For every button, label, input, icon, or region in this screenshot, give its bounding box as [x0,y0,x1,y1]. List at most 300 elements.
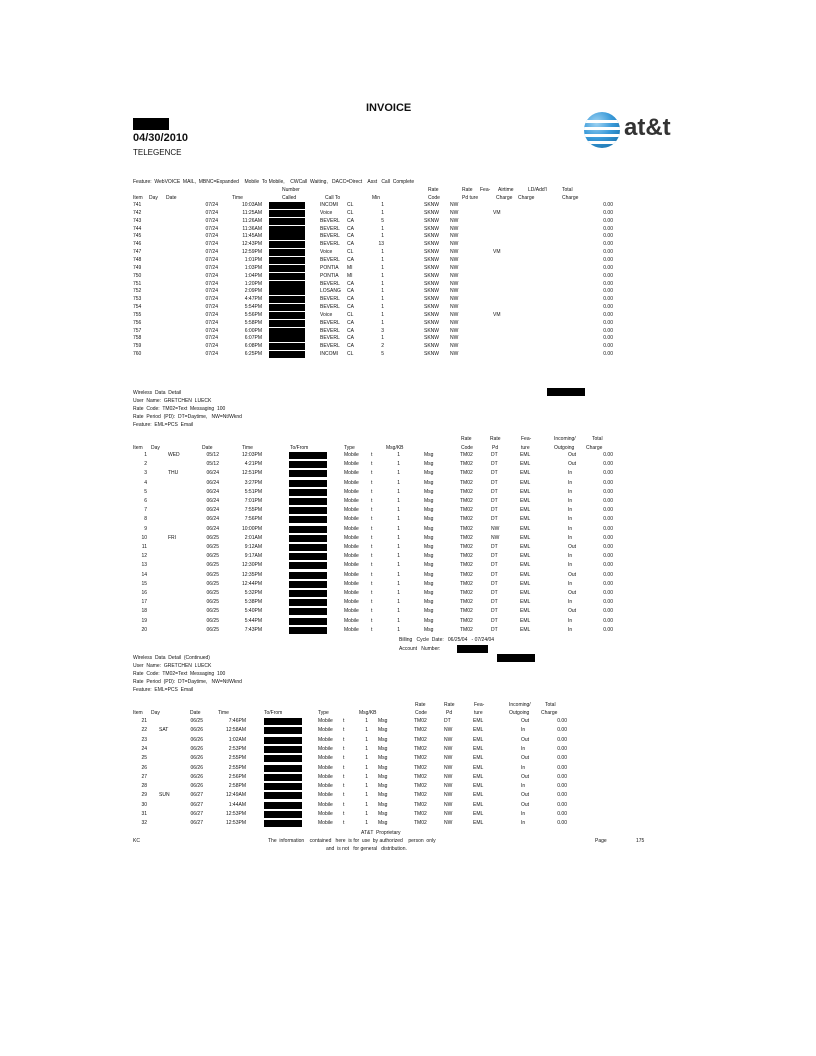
msg-count: 1 [365,718,368,724]
min-cell: 1 [381,296,384,302]
min-cell: 1 [381,288,384,294]
col-header: Outgoing [554,445,575,451]
date-cell: 07/24 [205,304,218,310]
section3-feature: Feature: EML=PCS Email [133,687,194,693]
redaction-bar [289,572,327,579]
item-cell: 20 [141,627,147,633]
rate-pd: NW [450,202,459,208]
redaction-bar [289,544,327,551]
min-cell: 1 [381,273,384,279]
msg-unit: Msg [424,544,434,550]
time-cell: 11:45AM [242,233,262,239]
rate-code: SKNW [424,249,439,255]
time-cell: 12:43PM [241,241,262,247]
total-charge: 0.00 [557,737,567,743]
total-charge: 0.00 [603,343,613,349]
total-charge: 0.00 [603,328,613,334]
feature-cell: EML [473,802,484,808]
time-cell: 1:04PM [244,273,262,279]
rate-code: TM02 [414,802,427,808]
call-to-city: BEVERL [320,343,340,349]
col-header: Item [133,195,143,201]
msg-unit: Msg [424,516,434,522]
rate-pd: DT [491,599,498,605]
rate-pd: NW [450,218,459,224]
type-cell: Mobile [318,802,333,808]
msg-count: 1 [397,526,400,532]
direction-cell: Out [521,718,530,724]
type-suffix: t [371,562,373,568]
rate-code: TM02 [414,820,427,826]
time-cell: 7:46PM [228,718,246,724]
date-cell: 06/25 [206,581,219,587]
type-cell: Mobile [344,489,359,495]
item-cell: 31 [141,811,147,817]
feature-cell: VM [493,312,501,318]
feature-cell: EML [520,452,531,458]
col-header: Min [372,195,381,201]
direction-cell: Out [568,452,577,458]
direction-cell: Out [521,737,530,743]
rate-code: SKNW [424,218,439,224]
rate-code: TM02 [460,489,473,495]
col-header: Charge [562,195,579,201]
account-number-label: Account Number: [399,646,441,652]
call-to-city: INCOMI [320,351,339,357]
redaction-bar [289,489,327,496]
item-cell: 5 [144,489,147,495]
direction-cell: Out [568,461,577,467]
col-header: Item [133,445,143,451]
redaction-bar [264,792,302,799]
direction-cell: Out [568,572,577,578]
redaction-bar [269,281,305,288]
redaction-bar [264,820,302,827]
rate-pd: NW [444,802,453,808]
redaction-bar [289,516,327,523]
redaction-bar [289,590,327,597]
date-cell: 06/24 [206,526,219,532]
date-cell: 06/25 [190,718,203,724]
call-to-state: CA [347,296,354,302]
rate-code: TM02 [460,581,473,587]
total-charge: 0.00 [603,553,613,559]
rate-code: TM02 [460,627,473,633]
feature-cell: EML [520,498,531,504]
date-cell: 07/24 [205,233,218,239]
rate-code: TM02 [460,498,473,504]
call-to-state: CA [347,335,354,341]
type-suffix: t [371,627,373,633]
day-cell: THU [168,470,179,476]
redaction-bar [269,328,305,335]
rate-pd: NW [444,727,453,733]
item-cell: 752 [133,288,142,294]
total-charge: 0.00 [603,312,613,318]
invoice-title: INVOICE [366,102,412,114]
item-cell: 24 [141,746,147,752]
total-charge: 0.00 [603,210,613,216]
col-header: To/From [264,710,283,716]
date-cell: 07/24 [205,226,218,232]
date-cell: 06/27 [190,820,203,826]
redaction-bar [269,226,305,233]
time-cell: 10:03AM [241,202,262,208]
type-suffix: t [343,783,345,789]
min-cell: 1 [381,281,384,287]
rate-code: TM02 [460,553,473,559]
msg-unit: Msg [378,783,388,789]
total-charge: 0.00 [603,627,613,633]
col-header: Pd ture [462,195,479,201]
rate-pd: NW [491,526,500,532]
item-cell: 14 [141,572,147,578]
call-to-state: CA [347,257,354,263]
time-cell: 5:38PM [244,599,262,605]
min-cell: 1 [381,304,384,310]
redaction-bar [133,118,169,130]
type-suffix: t [371,544,373,550]
col-header: Fea- [521,436,532,442]
type-suffix: t [371,516,373,522]
type-cell: Mobile [344,562,359,568]
msg-unit: Msg [424,470,434,476]
total-charge: 0.00 [557,774,567,780]
rate-code: TM02 [414,727,427,733]
time-cell: 1:01PM [244,257,262,263]
redaction-bar [289,553,327,560]
item-cell: 28 [141,783,147,789]
redaction-bar [289,470,327,477]
footer-line1: The information contained here is for use by authorized person only [268,838,436,844]
direction-cell: In [568,627,573,633]
col-header: Code [461,445,473,451]
type-cell: Mobile [344,553,359,559]
total-charge: 0.00 [603,226,613,232]
footer-line2: and is not for general distribution. [326,846,407,852]
date-cell: 06/25 [206,618,219,624]
redaction-bar [289,535,327,542]
type-suffix: t [343,737,345,743]
item-cell: 746 [133,241,142,247]
date-cell: 06/26 [190,746,203,752]
msg-unit: Msg [424,480,434,486]
msg-unit: Msg [424,452,434,458]
rate-code: SKNW [424,257,439,263]
item-cell: 29 [141,792,147,798]
section2-feature: Feature: EML=PCS Email [133,422,194,428]
section1-feature-line: Feature: WebVOICE MAIL, MBNC=Expanded Mobile To Mobile, CWCall Waiting, DACC=Direct Asst Call Complete [133,179,415,185]
call-to-city: PONTIA [320,265,339,271]
msg-unit: Msg [424,507,434,513]
rate-pd: NW [450,249,459,255]
time-cell: 6:00PM [244,328,262,334]
col-header: Rate [415,702,426,708]
call-to-city: LOSANG [320,288,341,294]
rate-code: TM02 [460,507,473,513]
time-cell: 12:49AM [225,792,246,798]
type-cell: Mobile [344,627,359,633]
redaction-bar [264,727,302,734]
time-cell: 12:58AM [225,727,246,733]
call-to-city: PONTIA [320,273,339,279]
col-header: Charge [586,445,603,451]
call-to-state: CA [347,218,354,224]
col-header: Rate [461,436,472,442]
msg-unit: Msg [378,802,388,808]
date-cell: 06/25 [206,553,219,559]
item-cell: 23 [141,737,147,743]
rate-code: SKNW [424,304,439,310]
date-cell: 07/24 [205,273,218,279]
redaction-bar [269,312,305,319]
min-cell: 1 [381,226,384,232]
item-cell: 10 [141,535,147,541]
rate-pd: DT [444,718,451,724]
call-to-state: CL [347,202,354,208]
col-header: Msg/KB [386,445,404,451]
att-logo-text: at&t [624,114,671,141]
col-header: Day [149,195,158,201]
type-suffix: t [371,498,373,504]
date-cell: 06/26 [190,737,203,743]
time-cell: 1:02AM [228,737,246,743]
time-cell: 2:56PM [228,774,246,780]
redaction-bar [457,645,488,653]
date-cell: 06/25 [206,572,219,578]
total-charge: 0.00 [603,581,613,587]
rate-code: TM02 [414,737,427,743]
col-header: Time [242,445,253,451]
redaction-bar [264,718,302,725]
msg-count: 1 [397,507,400,513]
total-charge: 0.00 [603,452,613,458]
time-cell: 12:53PM [225,820,246,826]
type-suffix: t [371,489,373,495]
min-cell: 1 [381,320,384,326]
col-header: Fea- [474,702,485,708]
min-cell: 1 [381,249,384,255]
call-to-state: CA [347,281,354,287]
item-cell: 17 [141,599,147,605]
feature-cell: EML [520,544,531,550]
direction-cell: In [568,516,573,522]
total-charge: 0.00 [603,320,613,326]
rate-code: TM02 [414,783,427,789]
col-header: Charge [541,710,558,716]
type-suffix: t [371,590,373,596]
feature-cell: EML [473,718,484,724]
type-suffix: t [343,746,345,752]
time-cell: 12:35PM [241,572,262,578]
type-suffix: t [371,470,373,476]
redaction-bar [269,241,305,248]
redaction-bar [289,452,327,459]
call-to-city: BEVERL [320,226,340,232]
time-cell: 4:47PM [244,296,262,302]
rate-pd: NW [450,210,459,216]
rate-pd: NW [444,811,453,817]
call-to-state: CL [347,351,354,357]
date-cell: 07/24 [205,351,218,357]
msg-unit: Msg [424,618,434,624]
rate-code: TM02 [414,792,427,798]
item-cell: 27 [141,774,147,780]
total-charge: 0.00 [603,489,613,495]
feature-cell: VM [493,210,501,216]
type-cell: Mobile [318,792,333,798]
date-cell: 06/26 [190,774,203,780]
call-to-city: BEVERL [320,257,340,263]
rate-code: SKNW [424,320,439,326]
redaction-bar [289,562,327,569]
rate-pd: NW [491,535,500,541]
item-cell: 759 [133,343,142,349]
msg-unit: Msg [378,737,388,743]
redaction-bar [269,202,305,209]
day-cell: SAT [159,727,169,733]
rate-code: TM02 [460,562,473,568]
total-charge: 0.00 [603,590,613,596]
rate-pd: DT [491,489,498,495]
redaction-bar [269,233,305,240]
rate-pd: DT [491,581,498,587]
rate-code: TM02 [414,755,427,761]
feature-cell: EML [473,783,484,789]
item-cell: 756 [133,320,142,326]
type-cell: Mobile [344,581,359,587]
msg-unit: Msg [378,755,388,761]
col-header: Total [562,187,573,193]
redaction-bar [289,461,327,468]
redaction-bar [269,343,305,350]
total-charge: 0.00 [603,273,613,279]
date-cell: 07/24 [205,210,218,216]
item-cell: 3 [144,470,147,476]
rate-code: SKNW [424,273,439,279]
direction-cell: Out [568,590,577,596]
type-cell: Mobile [318,737,333,743]
min-cell: 1 [381,257,384,263]
msg-unit: Msg [424,562,434,568]
feature-cell: EML [473,820,484,826]
date-cell: 07/24 [205,328,218,334]
type-cell: Mobile [318,727,333,733]
direction-cell: In [521,727,526,733]
time-cell: 9:17AM [244,553,262,559]
item-cell: 744 [133,226,142,232]
call-to-city: INCOMI [320,202,339,208]
time-cell: 1:03PM [244,265,262,271]
item-cell: 749 [133,265,142,271]
type-suffix: t [371,535,373,541]
time-cell: 1:44AM [228,802,246,808]
item-cell: 30 [141,802,147,808]
min-cell: 1 [381,265,384,271]
msg-unit: Msg [424,599,434,605]
type-cell: Mobile [344,461,359,467]
section2-user: User Name: GRETCHEN LUECK [133,398,212,404]
item-cell: 6 [144,498,147,504]
type-suffix: t [343,765,345,771]
msg-count: 1 [397,608,400,614]
time-cell: 12:51PM [241,470,262,476]
rate-pd: DT [491,562,498,568]
rate-code: SKNW [424,202,439,208]
rate-pd: DT [491,544,498,550]
direction-cell: In [568,489,573,495]
call-to-city: Voice [320,249,333,255]
min-cell: 13 [378,241,384,247]
total-charge: 0.00 [603,281,613,287]
feature-cell: EML [473,737,484,743]
total-charge: 0.00 [603,249,613,255]
feature-cell: EML [520,507,531,513]
type-suffix: t [343,820,345,826]
min-cell: 3 [381,328,384,334]
total-charge: 0.00 [603,599,613,605]
rate-code: TM02 [460,461,473,467]
item-cell: 8 [144,516,147,522]
type-cell: Mobile [344,526,359,532]
rate-pd: DT [491,498,498,504]
rate-pd: NW [450,265,459,271]
min-cell: 1 [381,233,384,239]
date-cell: 06/26 [190,727,203,733]
rate-code: TM02 [460,470,473,476]
total-charge: 0.00 [603,544,613,550]
rate-pd: NW [444,755,453,761]
redaction-bar [269,273,305,280]
time-cell: 6:07PM [244,335,262,341]
col-header: ture [474,710,483,716]
col-header: Msg/KB [359,710,377,716]
date-cell: 06/24 [206,489,219,495]
rate-code: SKNW [424,210,439,216]
time-cell: 11:25AM [242,210,262,216]
time-cell: 12:03PM [241,452,262,458]
item-cell: 12 [141,553,147,559]
rate-pd: NW [450,343,459,349]
rate-pd: DT [491,618,498,624]
direction-cell: In [568,562,573,568]
redaction-bar [264,774,302,781]
rate-code: SKNW [424,343,439,349]
type-cell: Mobile [344,452,359,458]
rate-pd: NW [444,765,453,771]
col-header: Code [428,195,440,201]
date-cell: 07/24 [205,281,218,287]
redaction-bar [269,304,305,311]
rate-code: TM02 [414,774,427,780]
type-cell: Mobile [344,544,359,550]
item-cell: 7 [144,507,147,513]
item-cell: 18 [141,608,147,614]
feature-cell: EML [473,774,484,780]
type-cell: Mobile [344,480,359,486]
rate-code: TM02 [460,516,473,522]
item-cell: 760 [133,351,142,357]
rate-code: TM02 [460,572,473,578]
col-header: Outgoing [509,710,530,716]
time-cell: 12:44PM [241,581,262,587]
rate-code: TM02 [414,811,427,817]
item-cell: 2 [144,461,147,467]
time-cell: 5:56PM [244,312,262,318]
redaction-bar [289,507,327,514]
msg-count: 1 [397,627,400,633]
total-charge: 0.00 [603,335,613,341]
